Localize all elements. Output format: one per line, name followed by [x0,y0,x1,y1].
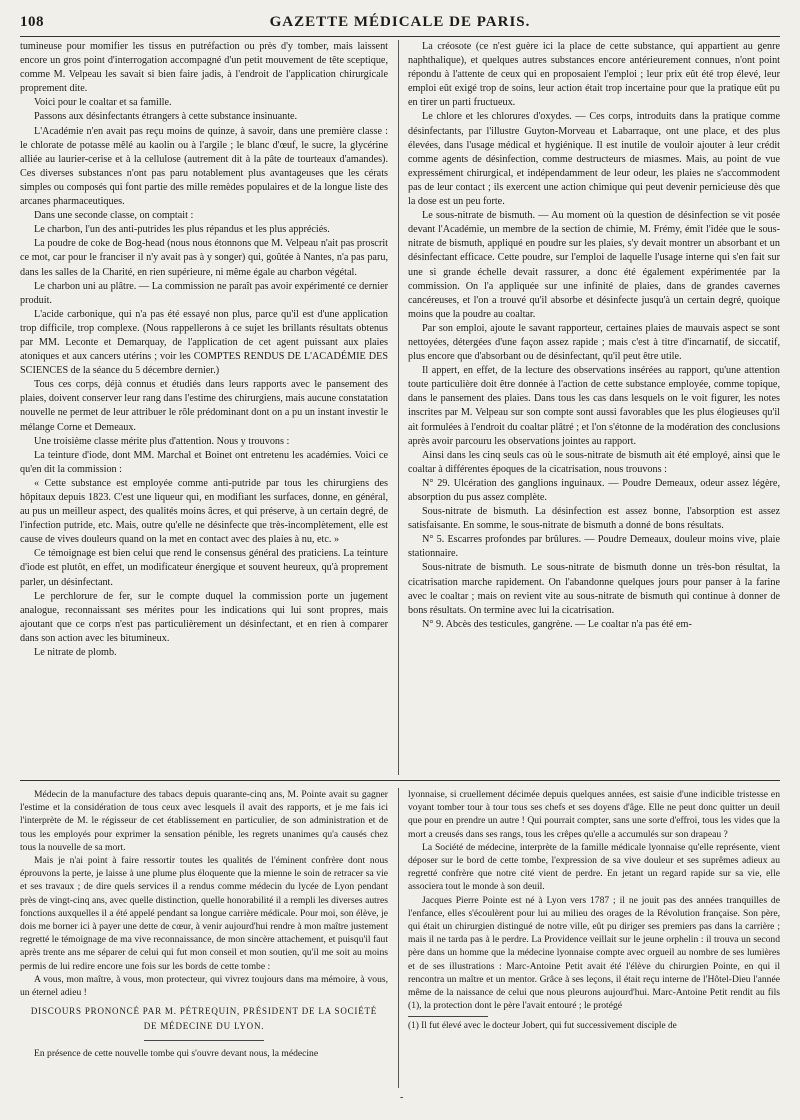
article-column-left [20,40,388,775]
quotation: « Cette substance est employée comme anti-putride par tous les chirurgiens des hôpitaux depuis 1823. C'est une liqueur qui, en modifiant les surfaces, donne, en général, au pus un meilleur aspect, des qualités moins âcres, et qui préserve, à un certain degré, de l'infection putride, etc. Mais, outre qu'elle ne désinfecte que très-incomplètement, elle est cause de vives douleurs quand on la met en contact avec des plaies à nu, etc. » [20,477,388,546]
paragraph: En présence de cette nouvelle tombe qui s'ouvre devant nous, la médecine [34,1047,319,1059]
discours-rule [144,1040,264,1041]
paragraph: Ainsi dans les cinq seuls cas où le sous-nitrate de bismuth ait été employé, ainsi que le coaltar à différentes époques de la cicatrisation, nous trouvons : [408,449,780,475]
paragraph: Le charbon uni au plâtre. — La commission ne paraît pas avoir expérimenté ce dernier produit. [20,280,388,306]
paragraph: Dans une seconde classe, on comptait : [34,210,194,222]
paragraph: lyonnaise, si cruellement décimée depuis quelques années, est saisie d'une indicible tristesse en voyant tomber tour à tour tous ses chefs et ses doyens d'âge. Elle ne peut donc quitter un deuil que pour en prendre un autre ! Qui pourrait compter, sans une sorte d'effroi, tous les vides que la mort a creusés dans ses rangs, tous les crêpes qu'elle a accumulés sur son drapeau ? [408,789,780,840]
paragraph: Le sous-nitrate de bismuth. — Au moment où la question de désinfection se vit posée devant l'Académie, un membre de la section de chimie, M. Frémy, émit l'idée que le sous-nitrate de bismuth, appliqué en poudre sur les plaies, s'y devait montrer un absorbant et un désinfectant efficace. Cette poudre, sur l'emploi de laquelle l'usage interne qui s'en fait sur une si grande échelle devait rassurer, a donc été également expérimentée par la commission. On l'a appliquée sur une infinité de plaies, dans de grandes cavernes cancéreuses, et l'on a trouvé qu'il absorbe et désinfecte jusqu'à un certain degré, quoique moins que la poudre au coaltar. [408,210,780,320]
paragraph: Par son emploi, ajoute le savant rapporteur, certaines plaies de mauvais aspect se sont nettoyées, détergées d'une façon assez rapide ; mais c'est à titre d'incarnatif, de siccatif, plus encore que d'absorbant ou de désinfectant, qu'il peut être utile. [408,322,780,363]
paragraph: Il appert, en effet, de la lecture des observations insérées au rapport, qu'une attention toute particulière doit être donnée à l'action de cette substance employée, comme topique, dans le pansement des plaies. Dans tous les cas dans lesquels on le voit figurer, les notes inscrites par M. Velpeau sur son compte sont aussi favorables que les plus élogieuses qu'il ait formulées à l'endroit du coaltar plâtré ; et l'on s'étonne de la modération des conclusions après avoir parcouru les observations jointes au rapport. [408,365,780,447]
article-column-right [408,40,780,775]
column-divider [398,788,399,1088]
paragraph: La Société de médecine, interprète de la famille médicale lyonnaise qu'elle représente, vient déposer sur le bord de cette tombe, l'expression de sa vive douleur et ses suprêmes adieux au regretté confrère que notre cité vient de perdre. En jetant un regard rapide sur sa vie, elle associera tout le monde à son deuil. [408,841,780,893]
footnote: (1) Il fut élevé avec le docteur Jobert, qui fut successivement disciple de [408,1021,677,1032]
paragraph: La créosote (ce n'est guère ici la place de cette substance, qui appartient au genre naphthalique), et quelques autres substances encore antérieurement connues, n'ont point répondu à l'attente de ceux qui en proposaient l'emploi ; leur prix eût été trop élevé, leur emploi eût exigé trop de soins, leur action était trop incertaine pour que la pratique eût pu en tirer un parti fructueux. [408,41,780,109]
bottom-mark: - [400,1092,404,1103]
paragraph: Voici pour le coaltar et sa famille. [34,97,172,109]
paragraph: Le chlore et les chlorures d'oxydes. — Ces corps, introduits dans la pratique comme désinfectants, par l'illustre Guyton-Morveau et Labarraque, ont une place, et des plus élevées, dans l'usage médical et hygiénique. Il est inutile de vouloir ajouter à leur crédit comme agents de désinfection, comme destructeurs de miasmes. Mais, au point de vue expressément chirurgical, et indépendamment de leur odeur, les plaies ne s'accommodent pas de leur contact ; ils exercent une action chimique qui peut devenir pernicieuse dès que la dose est un peu forte. [408,111,780,208]
paragraph: A vous, mon maître, à vous, mon protecteur, qui vivrez toujours dans ma mémoire, à vous, un éternel adieu ! [20,973,388,999]
page-number: 108 [20,14,44,30]
discours-subtitle: DE MÉDECINE DU LYON. [143,1021,265,1032]
obituary-column-left [20,788,388,1088]
paragraph: N° 5. Escarres profondes par brûlures. — Poudre Demeaux, douleur moins vive, plaie stationnaire. [408,534,780,560]
paragraph: Le charbon, l'un des anti-putrides les plus répandus et les plus appréciés. [34,224,330,236]
running-head [20,12,780,34]
paragraph: Sous-nitrate de bismuth. Le sous-nitrate de bismuth donne un très-bon résultat, la cicatrisation marche rapidement. On l'abandonne quelques jours pour panser à la farine avec le coaltar ; mais on revient vite au sous-nitrate de bismuth qui continue à donner de bons résultats. On termine avec lui la cicatrisation. [408,562,780,616]
paragraph: L'Académie n'en avait pas reçu moins de quinze, à savoir, dans une première classe : le chlorate de potasse mêlé au kaolin ou à l'argile ; le blanc d'œuf, le sucre, la glycérine alliée au laurier-cerise et à la cellulose (autrement dit à la pâte de tourteaux d'amandes). Ces diverses substances n'ont pas paru notablement plus avantageuses que les cérats simples ou composés qui font partie des mille remèdes populaires et de la longue liste des arcanes pharmaceutiques. [20,125,388,208]
paragraph: Une troisième classe mérite plus d'attention. Nous y trouvons : [34,435,290,447]
journal-title: GAZETTE MÉDICALE DE PARIS. [269,14,531,30]
paragraph: Ce témoignage est bien celui que rend le consensus général des praticiens. La teinture d'iode est plutôt, en effet, un modificateur énergique et souvent heureux, qu'à proprement parler, un désinfectant. [20,548,388,588]
paragraph: Médecin de la manufacture des tabacs depuis quarante-cinq ans, M. Pointe avait su gagner l'estime et la considération de tous ceux avec lesquels il avait des rapports, et je me fais ici l'interprète de M. le régisseur de cet établissement en particulier, de son administration et de tous les employés pour exprimer la sensation pénible, les regrets unanimes qu'a causés chez tous la nouvelle de sa mort. [20,789,388,853]
paragraph: La teinture d'iode, dont MM. Marchal et Boinet ont entretenu les académies. Voici ce qu'en dit la commission : [20,449,388,475]
paragraph: N° 29. Ulcération des ganglions inguinaux. — Poudre Demeaux, odeur assez légère, absorption du pus assez complète. [408,477,780,503]
section-rule [20,780,780,781]
column-divider [398,40,399,775]
discours-title: DISCOURS PRONONCÉ PAR M. PÉTREQUIN, PRÉSIDENT DE LA SOCIÉTÉ [30,1006,378,1017]
paragraph: Mais je n'ai point à faire ressortir toutes les qualités de l'éminent confrère dont nous éprouvons la perte, je laisse à une plume plus éloquente que la mienne le soin de retracer sa vie et ses travaux ; de dire quels services il a rendus comme médecin du lycée de Lyon pendant près de vingt-cinq ans, avec quelle distinction, quelle honorabilité il a rempli les diverses autres fonctions auxquelles il a été appelé pendant sa longue carrière médicale. Pour moi, son élève, je dois me borner ici à payer une dette de cœur, à venir aujourd'hui rendre à mon maître justement regretté le témoignage de ma vive reconnaissance, de mon sincère attachement, et puisqu'il faut après trente ans me séparer de celui qui fut mon conseil et mon soutien, qu'il me soit au moins permis de lui redire encore une fois sur les bords de cette tombe : [20,855,388,972]
paragraph: Sous-nitrate de bismuth. La désinfection est assez bonne, l'absorption est assez satisfaisante. En somme, le sous-nitrate de bismuth a donné de bons résultats. [408,506,780,532]
paragraph: Le nitrate de plomb. [34,647,117,659]
paragraph: L'acide carbonique, qui n'a pas été essayé non plus, parce qu'il est d'une application trop difficile, trop complexe. (Nous rappellerons à ce sujet les brillants résultats obtenus par MM. Leconte et Demarquay, de l'application de cet agent puissant aux plaies atoniques et aux cancers utérins ; voir les COMPTES RENDUS DE L'ACADÉMIE DES SCIENCES de la séance du 5 décembre dernier.) [20,308,388,377]
paragraph: Jacques Pierre Pointe est né à Lyon vers 1787 ; il ne jouit pas des années tranquilles de l'enfance, elles s'écoulèrent pour lui au milieu des orages de la Révolution française. Son père, qui était un chirurgien distingué de notre ville, eût pu diriger ses premiers pas dans la carrière ; mais il ne tarda pas à le perdre. La Providence veillait sur le jeune orphelin : il trouva un second père dans un homme que la médecine lyonnaise compte avec orgueil au nombre de ses lumières et de ses illustrations : Marc-Antoine Petit avait été l'élève du chirurgien Pointe, en qui il rencontra un maître et un mentor. Grâce à ses leçons, il était reçu interne de l'Hôtel-Dieu l'année même de la naissance de celui que nous pleurons aujourd'hui. Marc-Antoine Petit rendit au fils (1), la protection dont le père l'avait entouré ; le protégé [408,894,780,1012]
paragraph: Passons aux désinfectants étrangers à cette substance insinuante. [34,111,298,123]
paragraph: La poudre de coke de Bog-head (nous nous étonnons que M. Velpeau n'ait pas proscrit ce mot, car pour le franciser il n'y avait pas à y songer) qui, goûtée à Nantes, n'a pas paru, dans les salles de la Charité, en rien supérieure, ni même égale au charbon végétal. [20,238,388,278]
header-rule [20,36,780,37]
paragraph: N° 9. Abcès des testicules, gangrène. — Le coaltar n'a pas été em- [422,618,692,630]
paragraph: Le perchlorure de fer, sur le compte duquel la commission porte un jugement analogue, reconnaissant ses mérites pour les indications qui lui sont propres, mais ajoutant que ce corps n'est pas particulièrement un désinfectant, et en rien à comparer dans son action avec les bitumineux. [20,590,388,644]
paragraph: Tous ces corps, déjà connus et étudiés dans leurs rapports avec le pansement des plaies, doivent conserver leur rang dans l'estime des chirurgiens, mais aucune constatation nouvelle ne permet de leur attribuer le rôle prédominant dont on a pu un instant investir le mélange Corne et Demeaux. [20,379,388,433]
obituary-column-right [408,788,780,1088]
paragraph: tumineuse pour momifier les tissus en putréfaction ou près d'y tomber, mais laissent encore un gros point d'interrogation accompagné d'un petit mouvement de tête sceptique, comme M. Velpeau les savait si bien faire jadis, à l'endroit de l'application chirurgicale proprement dite. [20,41,388,95]
footnote-rule [408,1016,488,1017]
